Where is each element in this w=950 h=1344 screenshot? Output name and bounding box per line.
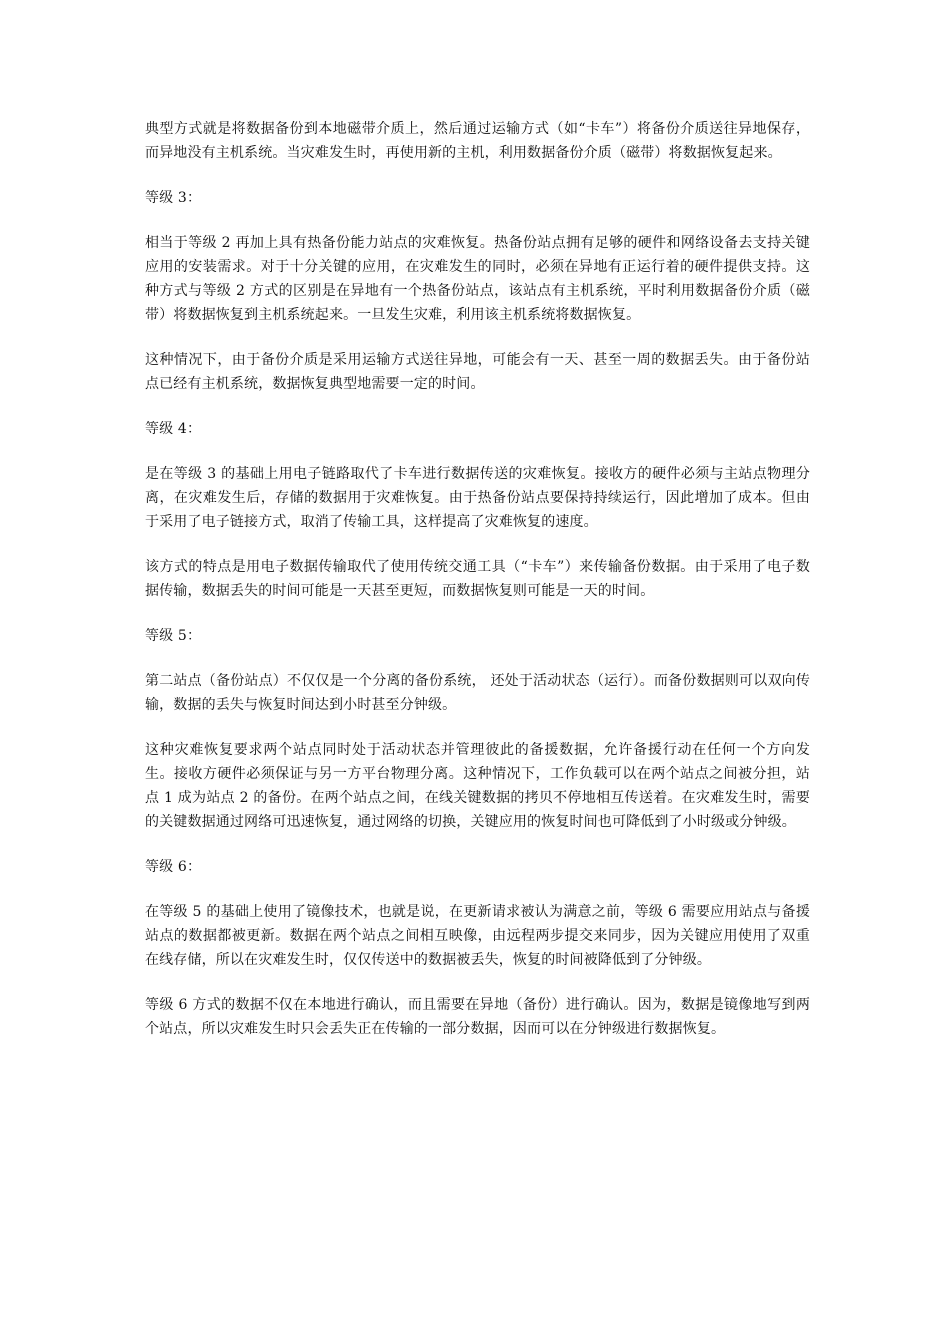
paragraph-level4-note: 该方式的特点是用电子数据传输取代了使用传统交通工具（“卡车”）来传输备份数据。由于采用了电子数据传输，数据丢失的时间可能是一天甚至更短，而数据恢复则可能是一天的时间。 (145, 559, 810, 599)
paragraph-level6-description: 在等级 5 的基础上使用了镜像技术，也就是说，在更新请求被认为满意之前，等级 6 需要应用站点与备援站点的数据都被更新。数据在两个站点之间相互映像，由远程两步提交来同步，因为关键应用使用了双重在线存储，所以在灾难发生时，仅仅传送中的数据被丢失，恢复的时间被降低到了分钟级。 (145, 904, 810, 968)
paragraph-level5-note: 这种灾难恢复要求两个站点同时处于活动状态并管理彼此的备援数据，允许备援行动在任何一个方向发生。接收方硬件必须保证与另一方平台物理分离。这种情况下，工作负载可以在两个站点之间被分担，站点 1 成为站点 2 的备份。在两个站点之间，在线关键数据的拷贝不停地相互传送着。在灾难发生时，需要的关键数据通过网络可迅速恢复，通过网络的切换，关键应用的恢复时间也可降低到了小时级或分钟级。 (145, 742, 810, 830)
heading-level-5: 等级 5： (145, 628, 202, 644)
paragraph-level5-description: 第二站点（备份站点）不仅仅是一个分离的备份系统， 还处于活动状态（运行）。而备份数据则可以双向传输，数据的丢失与恢复时间达到小时甚至分钟级。 (145, 673, 810, 713)
paragraph-level6-note: 等级 6 方式的数据不仅在本地进行确认，而且需要在异地（备份）进行确认。因为，数据是镜像地写到两个站点，所以灾难发生时只会丢失正在传输的一部分数据，因而可以在分钟级进行数据恢复。 (145, 997, 810, 1037)
paragraph-level2-description: 典型方式就是将数据备份到本地磁带介质上，然后通过运输方式（如“卡车”）将备份介质送往异地保存，而异地没有主机系统。当灾难发生时，再使用新的主机，利用数据备份介质（磁带）将数据恢复起来。 (145, 121, 810, 161)
paragraph-level4-description: 是在等级 3 的基础上用电子链路取代了卡车进行数据传送的灾难恢复。接收方的硬件必须与主站点物理分离，在灾难发生后，存储的数据用于灾难恢复。由于热备份站点要保持持续运行，因此增加了成本。但由于采用了电子链接方式，取消了传输工具，这样提高了灾难恢复的速度。 (145, 466, 810, 530)
document-page (145, 117, 810, 1062)
heading-level-4: 等级 4： (145, 421, 202, 437)
paragraph-level3-note: 这种情况下，由于备份介质是采用运输方式送往异地，可能会有一天、甚至一周的数据丢失。由于备份站点已经有主机系统，数据恢复典型地需要一定的时间。 (145, 352, 810, 392)
paragraph-level3-description: 相当于等级 2 再加上具有热备份能力站点的灾难恢复。热备份站点拥有足够的硬件和网络设备去支持关键应用的安装需求。对于十分关键的应用，在灾难发生的同时，必须在异地有正运行着的硬件提供支持。这种方式与等级 2 方式的区别是在异地有一个热备份站点，该站点有主机系统，平时利用数据备份介质（磁带）将数据恢复到主机系统起来。一旦发生灾难，利用该主机系统将数据恢复。 (145, 235, 810, 323)
heading-level-6: 等级 6： (145, 859, 202, 875)
heading-level-3: 等级 3： (145, 190, 202, 206)
